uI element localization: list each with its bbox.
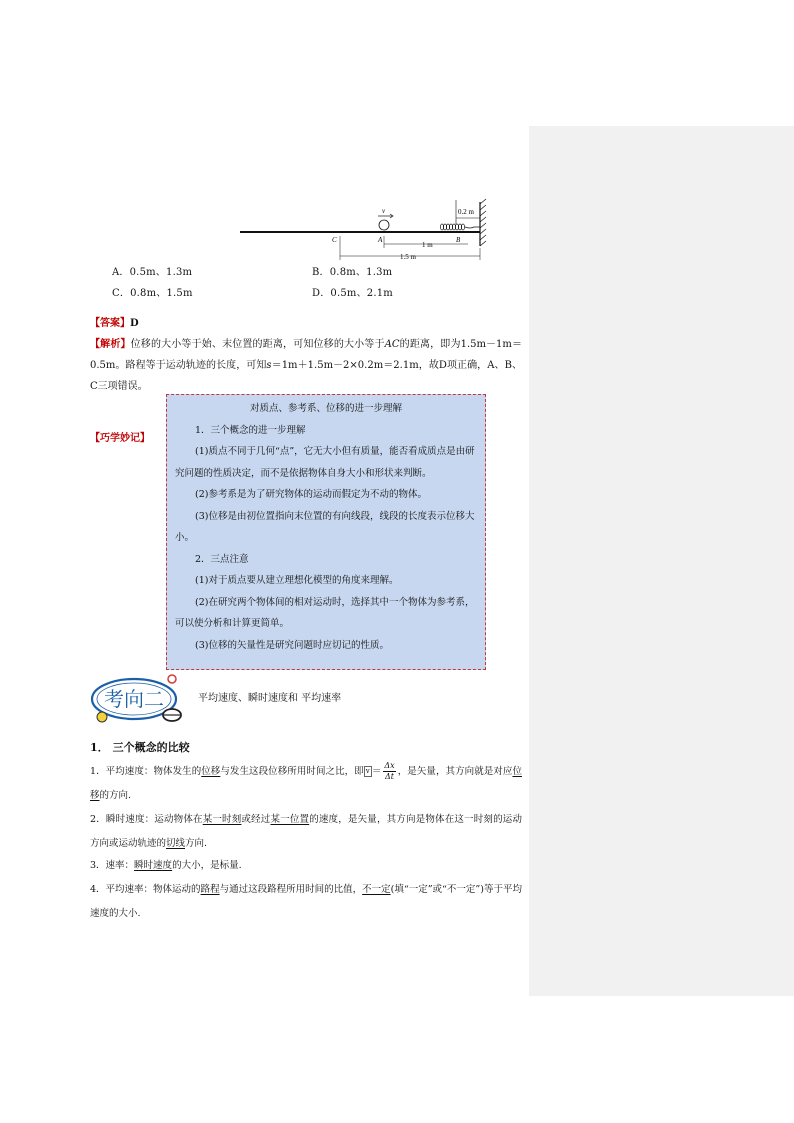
tip-title: 对质点、参考系、位移的进一步理解 bbox=[249, 403, 402, 414]
label-C: C bbox=[332, 236, 337, 244]
tip-point: (2)参考系是为了研究物体的运动而假定为不动的物体。 bbox=[195, 489, 427, 500]
analysis-label: 【解析】 bbox=[90, 339, 131, 350]
option-a: A．0.5m、1.3m bbox=[112, 267, 193, 278]
comment-sidebar bbox=[529, 126, 794, 996]
tip-point: (1)质点不同于几何“点”，它无大小但有质量，能否看成质点是由研究问题的性质决定，而不是依据物体自身大小和形状来判断。 bbox=[175, 446, 475, 479]
spring bbox=[440, 224, 480, 230]
label-A: A bbox=[378, 236, 383, 244]
tip-heading-2: 2．三点注意 bbox=[195, 553, 249, 565]
label-B: B bbox=[456, 236, 461, 244]
tip-label: 【巧学妙记】 bbox=[90, 433, 150, 444]
option-c: C．0.8m、1.5m bbox=[112, 288, 193, 299]
answer bbox=[90, 313, 139, 334]
answer-value: D bbox=[130, 318, 139, 329]
option-d: D．0.5m、2.1m bbox=[312, 288, 393, 299]
v-label: v bbox=[382, 207, 386, 215]
tip-point: (2)在研究两个物体间的相对运动时，选择其中一个物体为参考系，可以使分析和计算更简单。 bbox=[175, 596, 475, 629]
tip-point: (3)位移的矢量性是研究问题时应切记的性质。 bbox=[195, 639, 389, 651]
answer-label: 【答案】 bbox=[90, 318, 130, 329]
point-speed: 3．速率：瞬时速度的大小，是标量. bbox=[90, 860, 242, 871]
point-average-speed: 4．平均速率：物体运动的路程与通过这段路程所用时间的比值，不一定(填“一定”或“不一定”)等于平均速度的大小. bbox=[90, 884, 522, 919]
tip-point: (1)对于质点要从建立理想化模型的角度来理解。 bbox=[195, 575, 399, 586]
tip-heading-1: 1．三个概念的进一步理解 bbox=[195, 424, 306, 436]
answer-options bbox=[112, 262, 512, 304]
badge-text: 考向二 bbox=[104, 687, 164, 711]
point-average-velocity: 1．平均速度：物体发生的位移与发生这段位移所用时间之比，即 v ＝ $\frac{\Delta x}{\Delta t}$ ，是矢量，其方向就是对应位移的方向. bbox=[90, 761, 522, 801]
dist-label-1: 1 m bbox=[422, 241, 433, 249]
subsection-heading: 1． 三个概念的比较 bbox=[90, 741, 190, 754]
tip-box bbox=[166, 394, 486, 670]
tip-point: (3)位移是由初位置指向末位置的有向线段，线段的长度表示位移大小。 bbox=[175, 510, 475, 543]
section-title: 平均速度、瞬时速度和 平均速率 bbox=[198, 693, 342, 704]
fraction: $\frac{\Delta x}{\Delta t}$ bbox=[384, 761, 395, 781]
analysis: 【解析】位移的大小等于始、末位置的距离，可知位移的大小等于AC的距离，即为1.5m－1m＝0.5m。路程等于运动轨迹的长度，可知s＝1m＋1.5m－2×0.2m＝2.1m，故D项正确，A、B、C三项错误。 bbox=[90, 339, 523, 392]
option-b: B．0.8m、1.3m bbox=[312, 267, 393, 278]
ball bbox=[379, 220, 389, 230]
dist-label-15: 1.5 m bbox=[400, 253, 416, 261]
dist-label-02: 0.2 m bbox=[458, 208, 474, 216]
section-badge bbox=[90, 673, 188, 727]
v-box: v bbox=[364, 766, 372, 777]
motion-diagram bbox=[240, 196, 500, 262]
point-instant-velocity: 2．瞬时速度：运动物体在某一时刻或经过某一位置的速度，是矢量，其方向是物体在这一时刻的运动方向或运动轨迹的切线方向. bbox=[90, 814, 522, 849]
